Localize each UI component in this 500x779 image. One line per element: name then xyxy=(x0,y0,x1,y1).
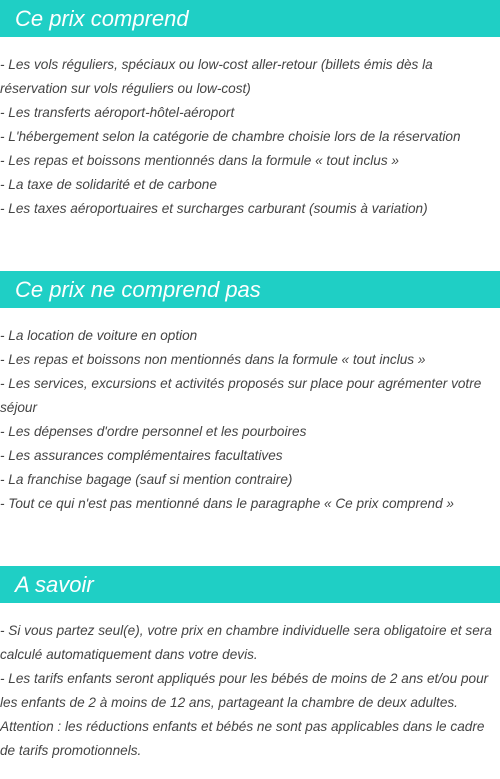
section-header-not-included: Ce prix ne comprend pas xyxy=(0,271,500,308)
list-item: - Les repas et boissons mentionnés dans la formule « tout inclus » xyxy=(0,153,399,168)
section-header-included: Ce prix comprend xyxy=(0,0,500,37)
list-item: - Les repas et boissons non mentionnés dans la formule « tout inclus » xyxy=(0,352,426,367)
list-item: - Les transferts aéroport-hôtel-aéroport xyxy=(0,105,235,120)
list-item: - Tout ce qui n'est pas mentionné dans le paragraphe « Ce prix comprend » xyxy=(0,496,454,511)
list-item: - Les assurances complémentaires facultatives xyxy=(0,448,283,463)
list-item: - La location de voiture en option xyxy=(0,328,198,343)
list-item: - Les tarifs enfants seront appliqués pour les bébés de moins de 2 ans et/ou pour les enfants de 2 à moins de 12 ans, partageant la chambre de deux adultes. xyxy=(0,671,489,710)
list-item: - La taxe de solidarité et de carbone xyxy=(0,177,217,192)
list-item: - Les dépenses d'ordre personnel et les pourboires xyxy=(0,424,307,439)
not-included-list xyxy=(0,324,500,516)
attention-note: Attention : les réductions enfants et bébés ne sont pas applicables dans le cadre de tarifs promotionnels. xyxy=(0,719,485,758)
list-item: - L'hébergement selon la catégorie de chambre choisie lors de la réservation xyxy=(0,129,461,144)
section-header-good-to-know: A savoir xyxy=(0,566,500,603)
list-item: - La franchise bagage (sauf si mention contraire) xyxy=(0,472,293,487)
included-list xyxy=(0,53,500,221)
list-item: - Les services, excursions et activités proposés sur place pour agrémenter votre séjour xyxy=(0,376,482,415)
list-item: - Les taxes aéroportuaires et surcharges carburant (soumis à variation) xyxy=(0,201,428,216)
good-to-know-list xyxy=(0,619,500,763)
list-item: - Les vols réguliers, spéciaux ou low-cost aller-retour (billets émis dès la réservation sur vols réguliers ou low-cost) xyxy=(0,57,433,96)
list-item: - Si vous partez seul(e), votre prix en chambre individuelle sera obligatoire et sera calculé automatiquement dans votre devis. xyxy=(0,623,492,662)
